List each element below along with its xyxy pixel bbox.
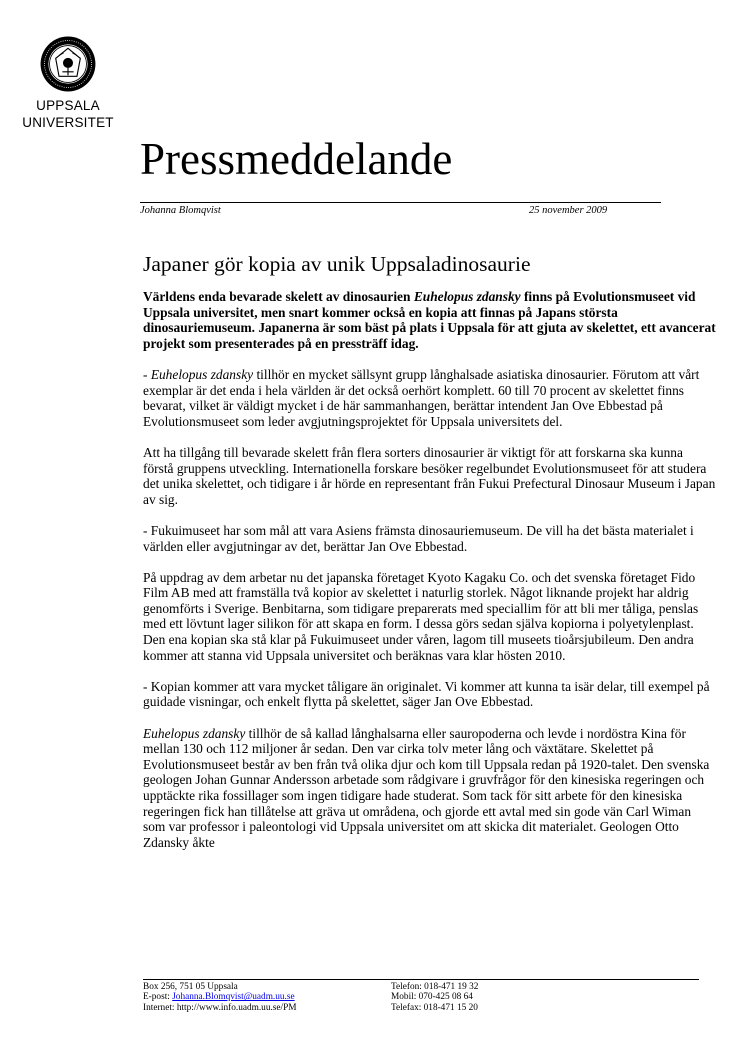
- paragraph-6: [143, 726, 716, 851]
- lead-text-end: finns på Evolutionsmuseet vid Uppsala universitet, men snart kommer också en kopia att finnas på Japans största dinosauriemuseum. Japanerna är som bäst på plats i Uppsala för att gjuta av skelettet, ett avancerat projekt som presenterades på en pressträff idag.: [143, 289, 716, 351]
- footer-email-line: [143, 992, 297, 1002]
- footer-contact-right: [391, 982, 478, 1013]
- paragraph-2: Att ha tillgång till bevarade skelett från flera sorters dinosaurier är viktigt för att forskarna ska kunna förstå gruppens utveckling. Internationella forskare besöker regelbundet Evolutionsmuseet för att studera det unika skelettet, och tidigare i år hörde en representant från Fukui Prefectural Dinosaur Museum i Japan av sig.: [143, 444, 716, 507]
- header-divider: [140, 202, 661, 203]
- footer-mobile: Mobil: 070-425 08 64: [391, 992, 473, 1003]
- paragraph-5: - Kopian kommer att vara mycket tåligare än originalet. Vi kommer att kunna ta isär delar, till exempel på guidade visningar, och enkelt flytta på skelettet, säger Jan Ove Ebbestad.: [143, 678, 710, 710]
- paragraph-6-species: Euhelopus zdansky: [143, 725, 246, 741]
- paragraph-1: [143, 367, 716, 429]
- footer-contact-left: [143, 982, 297, 1013]
- author-name: Johanna Blomqvist: [140, 205, 221, 216]
- footer-email-label: E-post:: [143, 992, 173, 1003]
- university-line-2: UNIVERSITET: [22, 115, 114, 130]
- paragraph-3: - Fukuimuseet har som mål att vara Asiens främsta dinosauriemuseum. De vill ha det bästa materialet i världen eller avgjutningar av det, berättar Jan Ove Ebbestad.: [143, 522, 694, 554]
- footer-email-link[interactable]: Johanna.Blomqvist@uadm.uu.se: [172, 992, 295, 1003]
- document-type-title: Pressmeddelande: [140, 134, 453, 184]
- university-seal-logo: [40, 36, 96, 92]
- university-name: [0, 97, 136, 131]
- footer-phone: Telefon: 018-471 19 32: [391, 982, 479, 992]
- publication-date: 25 november 2009: [529, 205, 608, 216]
- paragraph-1-text: tillhör en mycket sällsynt grupp långhalsade asiatiska dinosaurier. Förutom att vårt exemplar är det enda i hela världen är det också oerhört komplett. 60 till 70 procent av skelettet finns bevarat, vilket är väldigt mycket i de här sammanhangen, berättar intendent Jan Ove Ebbestad på Evolutionsmuseet som leder avgjutningsprojektet för Uppsala universitets del.: [143, 366, 700, 429]
- lead-paragraph: [143, 289, 716, 351]
- article-headline: Japaner gör kopia av unik Uppsaladinosaurie: [143, 252, 531, 276]
- paragraph-6-text: tillhör de så kallad långhalsarna eller sauropoderna och levde i nordöstra Kina för mellan 130 och 112 miljoner år sedan. Den var cirka tolv meter lång och växtätare. Skelettet på Evolutionsmuseet består av ben från två olika djur och kom till Uppsala redan på 1920-talet. Den svenska geologen Johan Gunnar Andersson arbetade som rådgivare i gruvfrågor för den kinesiska regeringen och upptäckte rika fossillager som ingen tidigare hade studerat. Som tack för sitt arbete för den kinesiska regeringen fick han tillåtelse att gräva ut områdena, och gjorde ett avtal med sin gode vän Carl Wiman som var professor i paleontologi vid Uppsala universitet om att skicka dit materialet. Geologen Otto Zdansky åkte: [143, 725, 710, 850]
- paragraph-4: På uppdrag av dem arbetar nu det japanska företaget Kyoto Kagaku Co. och det svenska företaget Fido Film AB med att framställa två kopior av skelettet i naturlig storlek. Något liknande projekt har aldrig genomförts i Sverige. Benbitarna, som tidigare preparerats med speciallim för att bli mer tåliga, penslas med ett lövtunt lager silikon för att skapa en form. I dessa görs sedan själva kopiorna i polyetylenplast. Den ena kopian ska stå klar på Fukuimuseet under våren, lagom till museets tioårsjubileum. Den andra kommer att stanna vid Uppsala universitet och beräknas vara klar hösten 2010.: [143, 569, 699, 663]
- university-line-1: UPPSALA: [36, 98, 100, 113]
- footer-divider: [143, 979, 699, 980]
- lead-text-start: Världens enda bevarade skelett av dinosaurien: [143, 289, 414, 304]
- article-body: [143, 289, 716, 866]
- paragraph-1-species: Euhelopus zdansky: [150, 366, 254, 382]
- footer-fax: Telefax: 018-471 15 20: [391, 1002, 478, 1013]
- footer-internet: Internet: http://www.info.uadm.uu.se/PM: [143, 1002, 297, 1013]
- paragraph-1-dash: -: [143, 366, 151, 382]
- footer-address: Box 256, 751 05 Uppsala: [143, 982, 238, 992]
- lead-species-name: Euhelopus zdansky: [413, 289, 521, 304]
